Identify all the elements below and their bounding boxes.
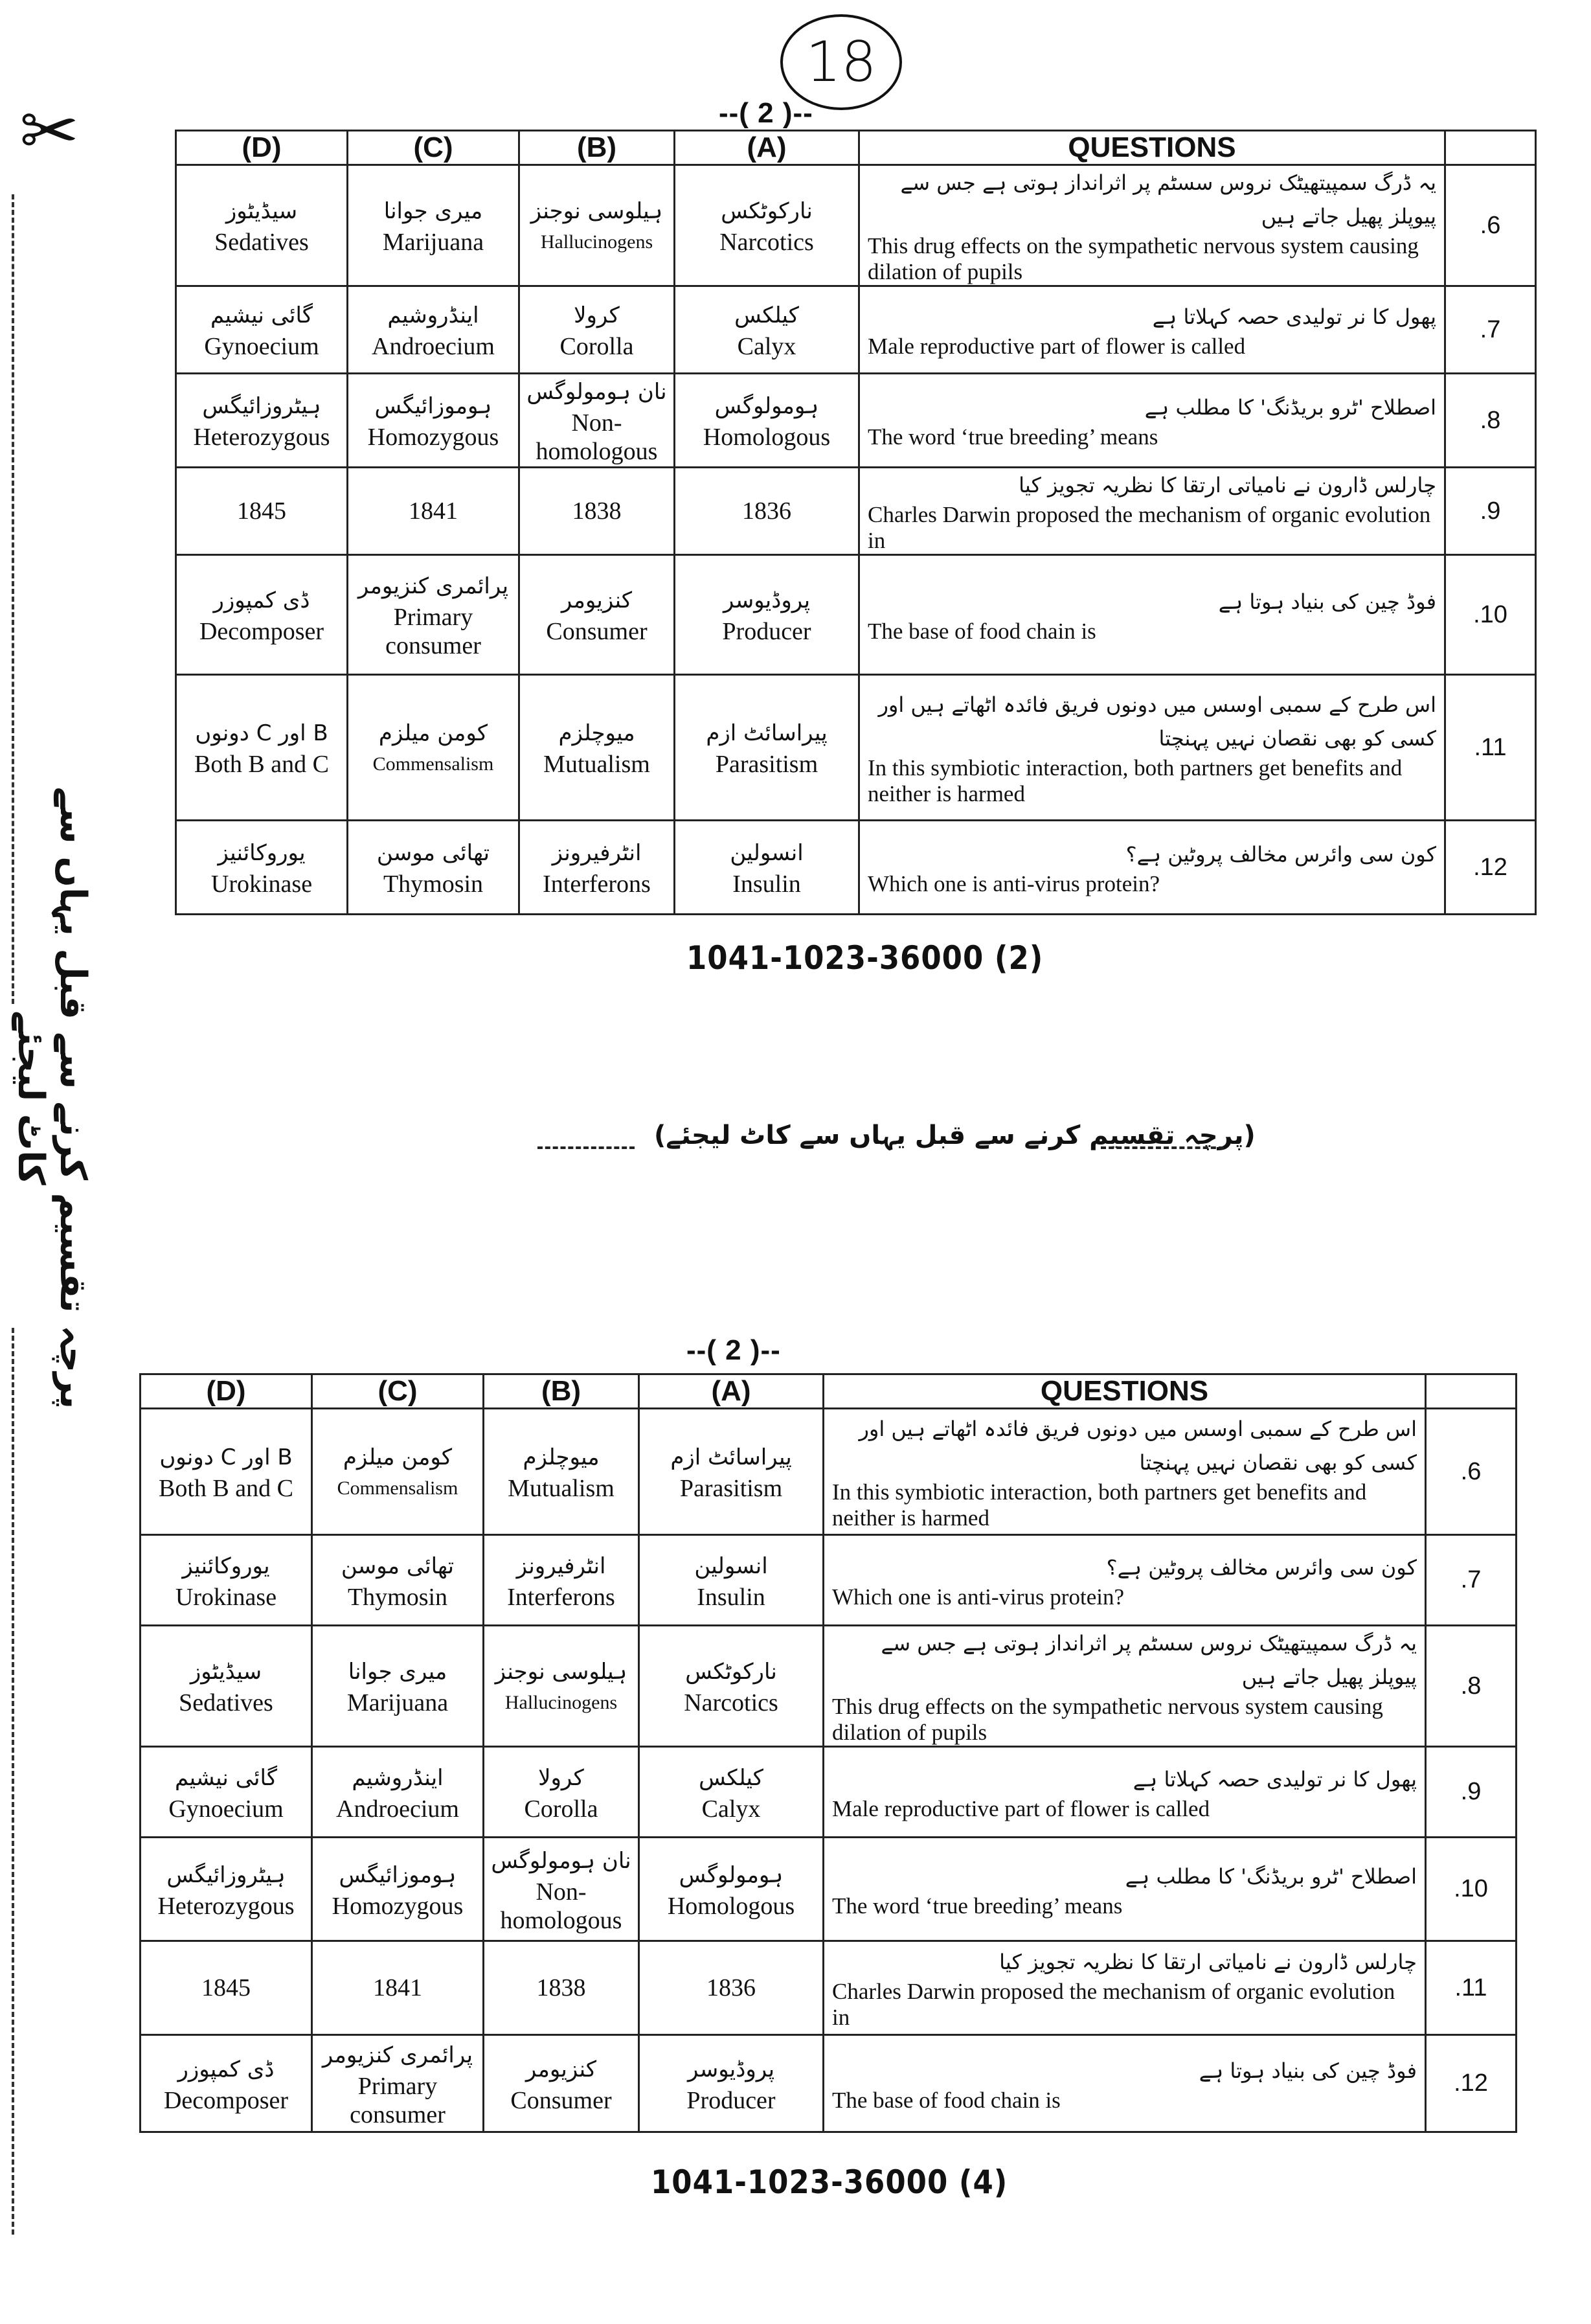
option-a-english: Narcotics [684,1689,778,1716]
scissors-icon: ✂ [19,89,80,172]
paper1-header-row [176,131,1536,165]
option-b-english: Non-homologous [500,1878,622,1934]
option-c-english: Commensalism [337,1477,458,1499]
question-english: Charles Darwin proposed the mechanism of organic evolution in [832,1979,1395,2030]
option-d-urdu: گائی نیشیم [210,302,313,328]
question-text [824,1535,1426,1626]
option-d-english: Heterozygous [157,1892,295,1920]
option-a-english: Calyx [737,333,796,360]
option-b-urdu: کنزیومر [525,2056,597,2082]
option-b [519,555,675,675]
option-c [348,468,519,555]
option-d-urdu: سیڈیٹوز [225,198,298,224]
option-a-urdu: نارکوٹکس [685,1659,777,1685]
option-a-urdu: پروڈیوسر [723,587,811,613]
option-d [141,1535,312,1626]
question-text [859,555,1445,675]
option-d [141,1626,312,1747]
question-text [824,1747,1426,1838]
option-b-english: Consumer [510,2086,612,2114]
question-english: Charles Darwin proposed the mechanism of organic evolution in [868,502,1431,553]
option-c [348,821,519,915]
option-b-english: Hallucinogens [504,1692,618,1713]
option-a-urdu: پیراسائٹ ازم [706,720,828,746]
option-d-urdu: B اور C دونوں [195,720,328,746]
option-d [176,821,348,915]
option-d-urdu: گائی نیشیم [174,1764,278,1791]
option-b [519,165,675,286]
option-c-urdu: کومن میلزم [378,720,488,746]
question-text [824,1626,1426,1747]
option-a [675,374,859,468]
option-d-english: Both B and C [194,751,329,778]
option-c-urdu: تھائی موسن [376,840,490,866]
question-number: .12 [1445,821,1536,915]
question-urdu: پھول کا نر تولیدی حصہ کہلاتا ہے [1133,1766,1417,1792]
option-c-english: Primary consumer [350,2072,446,2128]
question-row [141,1535,1517,1626]
question-number: .10 [1445,555,1536,675]
page-circle-number: 18 [780,14,902,110]
question-english: This drug effects on the sympathetic nervous system causing dilation of pupils [868,233,1419,284]
option-c-urdu: کومن میلزم [343,1444,453,1470]
option-d-english: Urokinase [175,1583,277,1611]
option-c-urdu: ہوموزائیگس [339,1862,457,1888]
question-urdu: کون سی وائرس مخالف پروٹین ہے؟ [1106,1555,1417,1580]
option-a-english: Narcotics [719,229,814,256]
option-a [675,675,859,821]
paper1-code: 1041-1023-36000 (2) [686,939,1044,977]
option-d [141,1941,312,2035]
option-d-urdu: ہیٹروزائیگس [202,393,321,419]
option-c [312,1626,484,1747]
question-text [859,468,1445,555]
option-a-english: Producer [686,2086,776,2114]
option-c-urdu: میری جوانا [383,198,483,224]
option-a-urdu: ہومولوگس [714,393,819,419]
question-number: .6 [1445,165,1536,286]
question-row [176,468,1536,555]
question-english: Which one is anti-virus protein? [868,871,1160,896]
option-b [484,1626,639,1747]
option-c-english: Homozygous [367,424,499,451]
option-b-urdu: میوچلزم [558,720,635,746]
question-row [176,165,1536,286]
option-a-urdu: نارکوٹکس [721,198,813,224]
option-d-urdu: یوروکائنیز [218,840,306,866]
option-b [519,374,675,468]
option-b-urdu: انٹرفیرونز [552,840,642,866]
option-b [519,821,675,915]
option-b-urdu: کرولا [574,302,620,328]
option-d-english: Both B and C [159,1475,293,1502]
option-a-urdu: ہومولوگس [679,1862,784,1888]
cut-instruction: (پرچہ تقسیم کرنے سے قبل یہاں سے کاٹ لیجئے) [654,1121,1256,1150]
option-a-english: Homologous [703,424,831,451]
question-urdu: چارلس ڈارون نے نامیاتی ارتقا کا نظریہ تجویز کیا [999,1950,1417,1974]
option-d [141,1838,312,1941]
option-c [348,374,519,468]
header-b: (B) [484,1374,639,1409]
option-c [348,555,519,675]
option-c-english: Thymosin [383,871,484,898]
option-a-urdu: انسولین [694,1553,768,1579]
question-row [141,1409,1517,1535]
question-text [859,374,1445,468]
question-row [176,821,1536,915]
question-urdu: فوڈ چین کی بنیاد ہوتا ہے [1199,2058,1417,2083]
option-a [675,165,859,286]
option-d [176,374,348,468]
option-c-english: 1841 [409,497,458,525]
question-english: The base of food chain is [868,619,1096,644]
header-questions: QUESTIONS [824,1374,1426,1409]
option-b-urdu: نان ہومولوگس [491,1847,631,1874]
option-d-urdu: سیڈیٹوز [190,1659,262,1685]
question-urdu: یہ ڈرگ سمپیتھیٹک نروس سسٹم پر اثرانداز ہوتی ہے جس سے پیوپلز پھیل جاتے ہیں [900,170,1436,229]
option-d-urdu: B اور C دونوں [159,1444,293,1470]
option-c [348,286,519,374]
paper1-question-table [175,130,1537,915]
question-text [824,2035,1426,2132]
question-row [176,374,1536,468]
option-a [639,1535,824,1626]
option-d-english: 1845 [237,497,286,525]
option-c [348,165,519,286]
question-urdu: اصطلاح 'ٹرو بریڈنگ' کا مطلب ہے [1125,1863,1417,1889]
header-questions: QUESTIONS [859,131,1445,165]
cut-dash-right [1101,1146,1224,1149]
option-d-english: Gynoecium [168,1795,284,1823]
cut-margin-line-bottom [12,1328,14,2235]
option-a [639,1941,824,2035]
option-b-english: Corolla [524,1795,598,1823]
option-a-urdu: کیلکس [699,1764,763,1791]
question-urdu: اصطلاح 'ٹرو بریڈنگ' کا مطلب ہے [1144,395,1436,420]
option-d [176,675,348,821]
option-b [484,1838,639,1941]
option-b [484,1747,639,1838]
header-d: (D) [141,1374,312,1409]
option-c-urdu: تھائی موسن [341,1553,455,1579]
question-number: .7 [1426,1535,1517,1626]
option-d [176,555,348,675]
option-a-urdu: کیلکس [734,302,799,328]
option-c [312,2035,484,2132]
question-number: .7 [1445,286,1536,374]
option-c [348,675,519,821]
option-d [141,1409,312,1535]
option-c-english: Homozygous [332,1892,464,1920]
option-a-english: Calyx [701,1795,761,1823]
question-urdu: فوڈ چین کی بنیاد ہوتا ہے [1218,589,1436,614]
question-text [824,1838,1426,1941]
option-a [675,555,859,675]
question-row [141,2035,1517,2132]
header-d: (D) [176,131,348,165]
option-c-english: Androecium [372,333,495,360]
option-c-english: Commensalism [372,753,494,775]
paper2-code: 1041-1023-36000 (4) [651,2163,1008,2201]
option-b [484,1941,639,2035]
option-b-english: Corolla [559,333,634,360]
option-b [519,286,675,374]
option-d-english: Sedatives [214,229,309,256]
option-d [176,468,348,555]
question-english: Which one is anti-virus protein? [832,1584,1124,1610]
question-english: In this symbiotic interaction, both partners get benefits and neither is harmed [868,755,1403,806]
option-c-english: Thymosin [347,1583,448,1611]
option-b-english: Mutualism [508,1475,615,1502]
question-urdu: کون سی وائرس مخالف پروٹین ہے؟ [1125,842,1436,867]
question-english: The word ‘true breeding’ means [868,424,1158,450]
option-c [312,1941,484,2035]
question-row [141,1626,1517,1747]
option-a [639,2035,824,2132]
option-a [675,286,859,374]
option-c-english: Primary consumer [385,604,481,659]
option-a [675,821,859,915]
question-row [176,286,1536,374]
question-urdu: پھول کا نر تولیدی حصہ کہلاتا ہے [1152,304,1436,329]
option-b [519,468,675,555]
question-english: In this symbiotic interaction, both partners get benefits and neither is harmed [832,1479,1367,1531]
option-c-urdu: پرائمری کنزیومر [357,573,509,599]
option-d-english: Gynoecium [204,333,319,360]
option-b-urdu: ہیلوسی نوجنز [495,1659,627,1685]
question-number: .11 [1445,675,1536,821]
question-number: .9 [1426,1747,1517,1838]
option-d [176,165,348,286]
question-english: The base of food chain is [832,2087,1061,2113]
option-a-english: Insulin [732,871,801,898]
cut-dash-left [537,1146,635,1149]
option-b [484,1535,639,1626]
option-b [484,2035,639,2132]
option-a [675,468,859,555]
question-row [141,1747,1517,1838]
question-text [824,1941,1426,2035]
option-c-urdu: ہوموزائیگس [374,393,492,419]
header-number [1426,1374,1517,1409]
option-a [639,1626,824,1747]
option-c-urdu: اینڈروشیم [352,1764,444,1791]
option-a-english: 1836 [742,497,791,525]
option-a [639,1747,824,1838]
option-d-urdu: ڈی کمپوزر [177,2056,275,2082]
question-english: Male reproductive part of flower is called [868,334,1246,359]
option-d-english: 1845 [201,1974,251,2001]
question-number: .6 [1426,1409,1517,1535]
question-number: .10 [1426,1838,1517,1941]
header-a: (A) [639,1374,824,1409]
option-b-urdu: نان ہومولوگس [526,379,667,405]
option-b-urdu: انٹرفیرونز [516,1553,606,1579]
question-english: This drug effects on the sympathetic nervous system causing dilation of pupils [832,1694,1383,1745]
question-number: .8 [1426,1626,1517,1747]
option-c-english: Androecium [336,1795,459,1823]
option-d-english: Decomposer [199,618,324,645]
option-c-urdu: اینڈروشیم [387,302,479,328]
option-a [639,1838,824,1941]
question-text [824,1409,1426,1535]
option-d-urdu: ہیٹروزائیگس [166,1862,286,1888]
option-a-english: Insulin [697,1583,765,1611]
question-text [859,286,1445,374]
option-b-urdu: کنزیومر [561,587,633,613]
option-d-english: Decomposer [163,2086,289,2114]
option-d-english: Urokinase [210,871,313,898]
option-b-urdu: ہیلوسی نوجنز [530,198,663,224]
option-b-english: Hallucinogens [540,231,653,253]
option-c-urdu: میری جوانا [348,1659,447,1685]
option-c [312,1838,484,1941]
header-a: (A) [675,131,859,165]
option-b-urdu: کرولا [538,1764,584,1791]
option-d-english: Sedatives [179,1689,273,1716]
header-number [1445,131,1536,165]
option-b-urdu: میوچلزم [523,1444,600,1470]
question-number: .9 [1445,468,1536,555]
side-cut-note: پرچہ تقسیم کرنے سے قبل یہاں سے کاٹ لیجئے [10,786,94,1409]
option-c-urdu: پرائمری کنزیومر [322,2042,473,2068]
option-b-english: Interferons [543,871,651,898]
paper2-question-table [139,1373,1517,2133]
question-text [859,675,1445,821]
option-d-english: Heterozygous [193,424,330,451]
option-d [141,1747,312,1838]
option-b-english: 1838 [536,1974,586,2001]
option-b-english: Consumer [546,618,648,645]
option-c-english: 1841 [373,1974,422,2001]
question-urdu: اس طرح کے سمبی اوسس میں دونوں فریق فائدہ اٹھاتے ہیں اور کسی کو بھی نقصان نہیں پہنچتا [878,692,1436,751]
option-d-urdu: یوروکائنیز [182,1553,270,1579]
option-a-urdu: پیراسائٹ ازم [670,1444,792,1470]
option-b-english: 1838 [572,497,622,525]
header-b: (B) [519,131,675,165]
option-b-english: Non-homologous [536,409,658,465]
option-c-english: Marijuana [382,229,484,256]
paper1-page-label: --( 2 )-- [719,97,813,129]
question-urdu: اس طرح کے سمبی اوسس میں دونوں فریق فائدہ اٹھاتے ہیں اور کسی کو بھی نقصان نہیں پہنچتا [859,1417,1417,1475]
option-d [141,2035,312,2132]
question-text [859,165,1445,286]
option-c [312,1535,484,1626]
option-c [312,1409,484,1535]
option-a-english: Parasitism [715,751,818,778]
option-b [519,675,675,821]
option-a [639,1409,824,1535]
option-b-english: Interferons [507,1583,615,1611]
option-a-english: 1836 [706,1974,756,2001]
option-a-urdu: پروڈیوسر [687,2056,775,2082]
question-number: .11 [1426,1941,1517,2035]
question-text [859,821,1445,915]
option-c [312,1747,484,1838]
question-english: Male reproductive part of flower is called [832,1795,1210,1821]
question-number: .12 [1426,2035,1517,2132]
option-d [176,286,348,374]
option-a-english: Homologous [667,1892,795,1920]
option-c-english: Marijuana [346,1689,449,1716]
option-b [484,1409,639,1535]
option-d-urdu: ڈی کمپوزر [213,587,310,613]
header-c: (C) [312,1374,484,1409]
question-row [141,1838,1517,1941]
option-b-english: Mutualism [543,751,650,778]
option-a-english: Producer [722,618,811,645]
paper2-header-row [141,1374,1517,1409]
question-number: .8 [1445,374,1536,468]
question-row [176,675,1536,821]
question-urdu: یہ ڈرگ سمپیتھیٹک نروس سسٹم پر اثرانداز ہوتی ہے جس سے پیوپلز پھیل جاتے ہیں [881,1631,1417,1689]
option-a-urdu: انسولین [730,840,804,866]
header-c: (C) [348,131,519,165]
option-a-english: Parasitism [679,1475,783,1502]
question-english: The word ‘true breeding’ means [832,1893,1123,1919]
paper2-page-label: --( 2 )-- [686,1334,781,1366]
question-urdu: چارلس ڈارون نے نامیاتی ارتقا کا نظریہ تجویز کیا [1019,473,1436,497]
question-row [141,1941,1517,2035]
question-row [176,555,1536,675]
